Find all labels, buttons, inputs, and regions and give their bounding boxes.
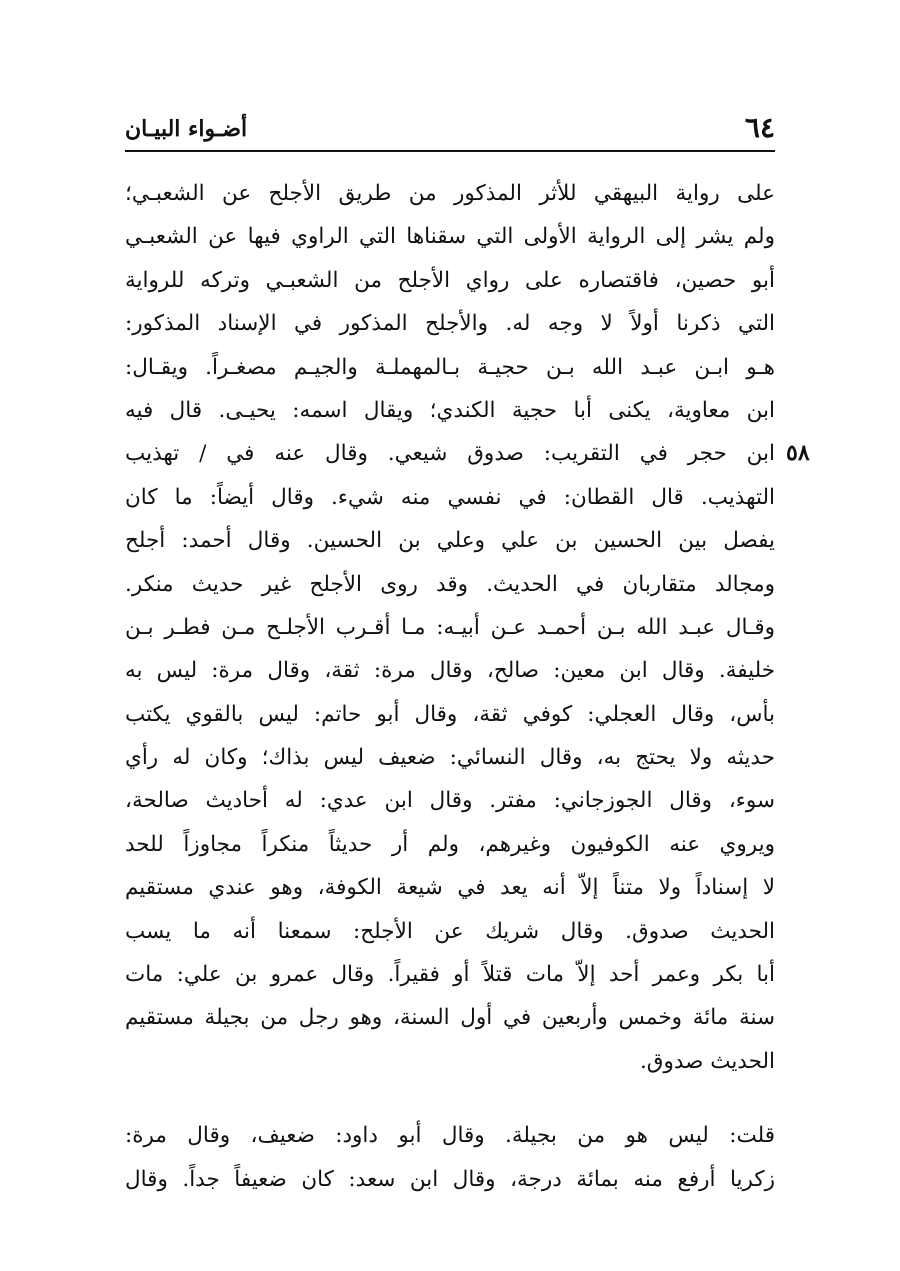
text-line: على رواية البيهقي للأثر المذكور من طريق الأجلح عن الشعبـي؛ — [125, 181, 775, 206]
text-line: التهذيب. قال القطان: في نفسي منه شيء. وقال أيضاً: ما كان — [125, 484, 775, 510]
text-line: بأس، وقال العجلي: كوفي ثقة، وقال أبو حاتم: ليس بالقوي يكتب — [125, 701, 775, 727]
text-line: الحديث صدوق. — [639, 1048, 775, 1074]
text-line: خليفة. وقال ابن معين: صالح، وقال مرة: ثقة، وقال مرة: ليس به — [125, 658, 775, 684]
text-line: زكريا أرفع منه بمائة درجة، وقال ابن سعد: كان ضعيفاً جداً. وقال — [125, 1166, 775, 1192]
header-rule — [125, 150, 775, 152]
text-line: هـو ابـن عبـد الله بـن حجيـة بـالمهملـة والجيـم مصغـراً. ويقـال: — [125, 354, 775, 380]
margin-page-reference: ٥٨ — [786, 440, 810, 466]
paragraph-2 — [125, 1114, 775, 1201]
page-header — [125, 110, 775, 146]
text-line: سوء، وقال الجوزجاني: مفتر. وقال ابن عدي: له أحاديث صالحة، — [125, 788, 775, 814]
running-title: أضـواء البيـان — [125, 116, 248, 142]
text-line: وقـال عبـد الله بـن أحمـد عـن أبيـه: مـا أقـرب الأجلـح مـن فطـر بـن — [125, 614, 775, 640]
text-line: ولم يشر إلى الرواية الأولى التي سقناها التي الراوي فيها عن الشعبـي — [125, 224, 775, 250]
text-line: أبا بكر وعمر أحد إلاّ مات قتلاً أو فقيراً. وقال عمرو بن علي: مات — [125, 962, 775, 988]
text-line: لا إسناداً ولا متناً إلاّ أنه يعد في شيعة الكوفة، وهو عندي مستقيم — [125, 875, 775, 901]
page-number: ٦٤ — [744, 111, 775, 144]
text-line: ابن معاوية، يكنى أبا حجية الكندي؛ ويقال اسمه: يحيـى. قال فيه — [125, 397, 775, 423]
text-line: أبو حصين، فاقتصاره على رواي الأجلح من الشعبـي وتركه للرواية — [125, 267, 775, 293]
text-line: الحديث صدوق. وقال شريك عن الأجلح: سمعنا أنه ما يسب — [125, 918, 775, 944]
body-text — [125, 172, 775, 1201]
paragraph-1 — [125, 172, 775, 1083]
paragraph-gap — [125, 1083, 775, 1114]
text-line: حديثه ولا يحتج به، وقال النسائي: ضعيف ليس بذاك؛ وكان له رأي — [125, 745, 775, 771]
text-line: قلت: ليس هو من بجيلة. وقال أبو داود: ضعيف، وقال مرة: — [125, 1123, 775, 1149]
text-line: ومجالد متقاربان في الحديث. وقد روى الأجلح غير حديث منكر. — [125, 571, 775, 597]
text-line: ويروي عنه الكوفيون وغيرهم، ولم أر حديثاً منكراً مجاوزاً للحد — [125, 831, 775, 857]
text-line: ابن حجر في التقريب: صدوق شيعي. وقال عنه في / تهذيب — [125, 441, 775, 467]
text-line: يفصل بين الحسين بن علي وعلي بن الحسين. وقال أحمد: أجلح — [125, 528, 775, 554]
text-line: التي ذكرنا أولاً لا وجه له. والأجلح المذكور في الإسناد المذكور: — [125, 311, 775, 337]
text-line: سنة مائة وخمس وأربعين في أول السنة، وهو رجل من بجيلة مستقيم — [125, 1005, 775, 1031]
